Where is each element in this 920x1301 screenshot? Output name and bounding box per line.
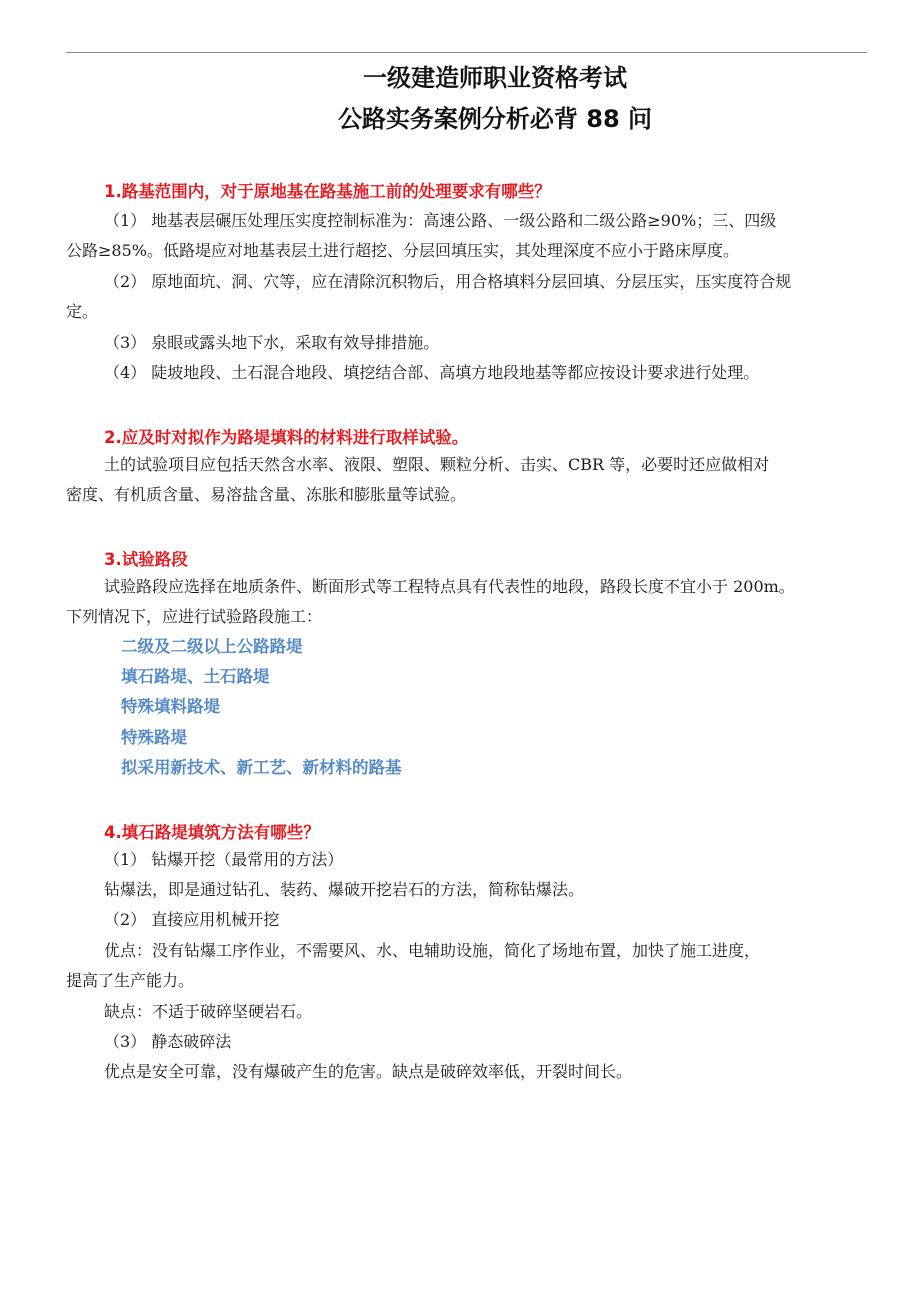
q4-line-3: （2） 直接应用机械开挖 <box>104 910 280 929</box>
q4-line-8: 优点是安全可靠，没有爆破产生的危害。缺点是破碎效率低，开裂时间长。 <box>104 1062 633 1081</box>
q4-line-2: 钻爆法，即是通过钻孔、装药、爆破开挖岩石的方法，简称钻爆法。 <box>104 880 585 899</box>
header-rule <box>66 52 867 53</box>
q3-line-2: 下列情况下，应进行试验路段施工： <box>66 607 323 626</box>
question-4-heading: 4.填石路堤填筑方法有哪些？ <box>104 823 320 842</box>
question-2-heading: 2.应及时对拟作为路堤填料的材料进行取样试验。 <box>104 428 469 447</box>
list-item: 特殊路堤 <box>121 728 187 747</box>
q1-line-5: （3） 泉眼或露头地下水，采取有效导排措施。 <box>104 333 440 352</box>
q4-line-6: 缺点：不适于破碎坚硬岩石。 <box>104 1002 313 1021</box>
q1-line-3: （2） 原地面坑、洞、穴等，应在清除沉积物后，用合格填料分层回填、分层压实，压实度符合规 <box>104 272 792 291</box>
q1-line-1: （1） 地基表层碾压处理压实度控制标准为：高速公路、一级公路和二级公路≥90%；三、四级 <box>104 211 777 230</box>
list-item: 拟采用新技术、新工艺、新材料的路基 <box>121 758 402 777</box>
question-1-heading: 1.路基范围内，对于原地基在路基施工前的处理要求有哪些？ <box>104 182 551 201</box>
q2-line-2: 密度、有机质含量、易溶盐含量、冻胀和膨胀量等试验。 <box>66 485 467 504</box>
list-item: 二级及二级以上公路路堤 <box>121 637 303 656</box>
document-title: 一级建造师职业资格考试 <box>363 64 627 92</box>
q4-line-4: 优点：没有钻爆工序作业，不需要风、水、电辅助设施，简化了场地布置，加快了施工进度， <box>104 941 761 960</box>
q4-line-5: 提高了生产能力。 <box>66 971 195 990</box>
q1-line-4: 定。 <box>66 302 99 321</box>
q4-line-7: （3） 静态破碎法 <box>104 1032 232 1051</box>
question-3-heading: 3.试验路段 <box>104 550 188 569</box>
q4-line-1: （1） 钻爆开挖（最常用的方法） <box>104 850 344 869</box>
document-subtitle: 公路实务案例分析必背 88 问 <box>337 105 653 133</box>
q1-line-2: 公路≥85%。低路堤应对地基表层土进行超挖、分层回填压实，其处理深度不应小于路床厚度。 <box>66 241 739 260</box>
q1-line-6: （4） 陡坡地段、土石混合地段、填挖结合部、高填方地段地基等都应按设计要求进行处理。 <box>104 363 760 382</box>
q3-line-1: 试验路段应选择在地质条件、断面形式等工程特点具有代表性的地段，路段长度不宜小于 200m。 <box>104 577 795 596</box>
q2-line-1: 土的试验项目应包括天然含水率、液限、塑限、颗粒分析、击实、CBR 等，必要时还应做相对 <box>104 455 770 474</box>
list-item: 填石路堤、土石路堤 <box>121 667 270 686</box>
list-item: 特殊填料路堤 <box>121 697 220 716</box>
